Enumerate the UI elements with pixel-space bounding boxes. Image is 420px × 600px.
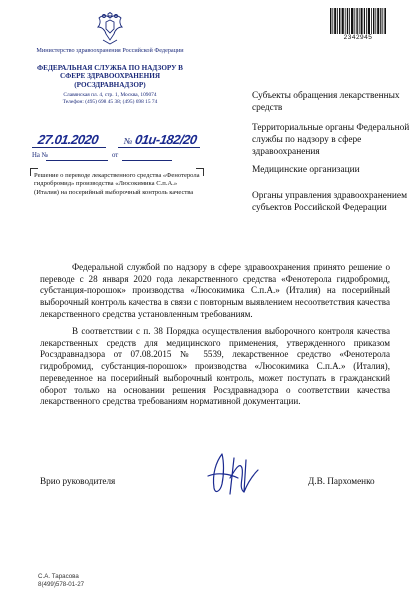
recipient-medical-organizations: Медицинские организации	[252, 165, 360, 175]
number-sign: №	[123, 136, 133, 146]
handwritten-signature	[200, 448, 270, 500]
signatory-title: Врио руководителя	[40, 476, 116, 486]
coat-of-arms-icon	[95, 12, 125, 46]
ministry-name: Министерство здравоохранения Российской Федерации	[36, 47, 184, 54]
reply-to-label: На №	[32, 152, 49, 159]
signatory-name: Д.В. Пархоменко	[308, 476, 375, 486]
date-underline	[32, 147, 106, 148]
body-paragraph-2: В соответствии с п. 38 Порядка осуществления выборочного контроля качества лекарственных средств для медицинского применения, утвержденного приказом Росздравнадзора от 07.08.2015 № 5539, лекарственное средство «Фенотерола гидробромид, субстанция-порошок» производства «Люсокимика С.п.А.» (Италия), переведенное на посерийный выборочный контроль, может поступать в гражданский оборот только на основании решения Росздравнадзора о соответствии качества лекарственного средства требованиям нормативной документации.	[40, 326, 390, 407]
phone-line: Телефон: (495) 698 45 38; (495) 698 15 74	[62, 99, 158, 105]
address-line: Славянская пл. 4, стр. 1, Москва, 109074	[63, 92, 157, 98]
number-value: 01и-182/20	[134, 132, 198, 147]
executor-name: С.А. Тарасова	[38, 573, 79, 580]
service-name: ФЕДЕРАЛЬНАЯ СЛУЖБА ПО НАДЗОРУ В СФЕРЕ ЗДРАВООХРАНЕНИЯ (РОСЗДРАВНАДЗОР)	[37, 64, 183, 89]
recipient-territorial-bodies: Территориальные органы Федеральной службы по надзору в сфере здравоохранения	[252, 123, 410, 157]
reply-number-underline	[46, 160, 108, 161]
reply-date-label: от	[112, 152, 119, 159]
body-paragraph-1: Федеральной службой по надзору в сфере здравоохранения принято решение о переводе с 28 января 2020 года лекарственного средства «Фенотерола гидробромид, субстанция-порошок» производства «Люсокимика С.п.А.» (Италия) на посерийный выборочный контроль качества в связи с повторным выявлением несоответствия качества лекарственного средства установленным требованиям.	[40, 262, 390, 319]
service-address	[30, 92, 190, 106]
letter-subject: Решение о переводе лекарственного средства «Фенотерола гидробромид» производства «Люсокимика С.п.А.» (Италия) на посерийный выборочный контроль качества	[34, 172, 200, 196]
recipient-entities: Субъекты обращения лекарственных средств	[252, 91, 400, 113]
number-underline	[118, 147, 200, 148]
barcode-number: 2342945	[343, 34, 373, 41]
executor-info	[38, 573, 84, 588]
registration-number	[123, 132, 198, 147]
recipient-health-authorities: Органы управления здравоохранением субъектов Российской Федерации	[252, 191, 408, 213]
registration-date: 27.01.2020	[36, 132, 100, 147]
executor-phone: 8(499)578-01-27	[38, 580, 85, 588]
barcode-icon	[330, 8, 386, 34]
reply-date-underline	[122, 160, 172, 161]
